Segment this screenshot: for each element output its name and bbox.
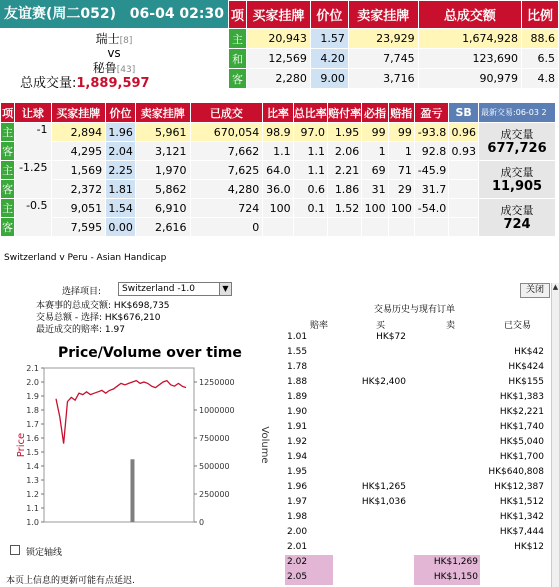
history-odds: 1.95 bbox=[287, 467, 308, 477]
history-matched: HK$424 bbox=[508, 362, 544, 372]
history-matched: HK$1,342 bbox=[499, 512, 544, 522]
sb-header: SB bbox=[449, 103, 479, 123]
history-row bbox=[282, 465, 548, 480]
history-matched: HK$12 bbox=[514, 542, 544, 552]
stat-row: 交易总额 - 选择: HK$676,210 bbox=[36, 313, 161, 323]
volume-cell: 成交量 11,905 bbox=[479, 161, 556, 199]
history-odds: 1.01 bbox=[287, 332, 308, 342]
col-ratio: 比例 bbox=[522, 1, 559, 29]
history-odds: 1.88 bbox=[287, 377, 308, 387]
history-row bbox=[282, 420, 548, 435]
history-list bbox=[282, 330, 548, 585]
market-caption: Switzerland v Peru - Asian Handicap bbox=[4, 253, 167, 263]
y-tick-label: 1.9 bbox=[26, 392, 39, 401]
handicap-row: 主 -0.5 9,051 1.54 6,910 724 100 0.1 1.52 100 100 -54.0 成交量 724 bbox=[1, 199, 556, 218]
scrollbar[interactable] bbox=[551, 283, 559, 587]
y-tick-label: 1.5 bbox=[26, 448, 39, 457]
col-item: 项 bbox=[229, 1, 247, 29]
away-team: 秘鲁 bbox=[92, 61, 117, 75]
y-tick-label: 1.7 bbox=[26, 420, 39, 429]
y-tick-label: 1.1 bbox=[26, 504, 39, 513]
history-odds: 1.91 bbox=[287, 422, 308, 432]
chevron-down-icon[interactable]: ▼ bbox=[219, 283, 231, 295]
history-odds: 2.00 bbox=[287, 527, 308, 537]
history-matched: HK$1,700 bbox=[499, 452, 544, 462]
home-rank: [8] bbox=[119, 36, 133, 46]
history-buy: HK$1,036 bbox=[361, 497, 406, 507]
history-odds: 1.97 bbox=[287, 497, 308, 507]
col-sell: 卖家挂牌 bbox=[348, 1, 418, 29]
match-header bbox=[0, 0, 228, 28]
vs-label: vs bbox=[107, 46, 121, 60]
history-matched: HK$7,444 bbox=[499, 527, 544, 537]
history-row bbox=[282, 540, 548, 555]
history-matched: HK$5,040 bbox=[499, 437, 544, 447]
latest-trade: 最新交易:06-03 2 bbox=[479, 103, 556, 123]
y2-tick-label: 750000 bbox=[199, 434, 230, 443]
history-odds: 1.94 bbox=[287, 452, 308, 462]
total-volume-value: 1,889,597 bbox=[76, 76, 150, 91]
home-team: 瑞士 bbox=[95, 32, 120, 46]
footnote: 本页上信息的更新可能有点延迟. bbox=[6, 576, 135, 586]
history-odds: 1.89 bbox=[287, 392, 308, 402]
history-row bbox=[282, 450, 548, 465]
history-sell: HK$1,269 bbox=[414, 555, 480, 570]
history-row bbox=[282, 405, 548, 420]
stat-row: 本赛事的总成交额: HK$698,735 bbox=[36, 301, 170, 311]
y2-tick-label: 250000 bbox=[199, 490, 230, 499]
odds-row: 客 2,280 9.00 3,716 90,979 4.8 bbox=[229, 69, 559, 89]
y2-tick-label: 0 bbox=[199, 518, 205, 527]
handicap-row: 客 4,295 2.04 3,121 7,662 1.1 1.1 2.06 1 1 92.8 0.93 bbox=[1, 142, 556, 161]
handicap-row: 客 7,595 0.00 2,616 0 bbox=[1, 218, 556, 237]
history-title: 交易历史与现有订单 bbox=[374, 305, 456, 315]
history-matched: HK$12,387 bbox=[494, 482, 544, 492]
market-select[interactable] bbox=[118, 282, 232, 296]
history-row bbox=[282, 510, 548, 525]
handicap-row: 主 -1 2,894 1.96 5,961 670,054 98.9 97.0 1.95 99 99 -93.8 0.96 成交量 677,726 bbox=[1, 123, 556, 142]
history-row bbox=[282, 390, 548, 405]
history-row bbox=[282, 555, 548, 570]
history-row bbox=[282, 345, 548, 360]
history-odds: 1.96 bbox=[287, 482, 308, 492]
history-buy: HK$1,265 bbox=[361, 482, 406, 492]
chart-title: Price/Volume over time bbox=[58, 345, 242, 361]
teams-block bbox=[0, 28, 228, 91]
plot-area bbox=[44, 368, 194, 522]
volume-cell: 成交量 724 bbox=[479, 199, 556, 237]
match-summary-panel bbox=[0, 0, 559, 91]
y-tick-label: 1.6 bbox=[26, 434, 39, 443]
y2-tick-label: 500000 bbox=[199, 462, 230, 471]
lock-axis-checkbox[interactable] bbox=[10, 545, 20, 555]
total-volume: 总成交量:1,889,597 bbox=[20, 76, 150, 91]
history-odds: 2.01 bbox=[287, 542, 308, 552]
y2-tick-label: 1000000 bbox=[199, 406, 235, 415]
y-tick-label: 1.4 bbox=[26, 462, 39, 471]
history-buy: HK$2,400 bbox=[361, 377, 406, 387]
y-tick-label: 1.2 bbox=[26, 490, 39, 499]
history-odds: 1.78 bbox=[287, 362, 308, 372]
history-matched: HK$1,740 bbox=[499, 422, 544, 432]
market-select-value: Switzerland -1.0 bbox=[122, 284, 195, 294]
handicap-header-row: 项 让球 买家挂牌 价位 卖家挂牌 已成交 比率 总比率 赔付率 必指 赔指 盈亏 SB 最新交易:06-03 2 bbox=[1, 103, 556, 123]
history-buy: HK$72 bbox=[376, 332, 406, 342]
away-rank: [43] bbox=[116, 65, 136, 75]
volume-bar bbox=[130, 459, 134, 522]
col-buy: 买家挂牌 bbox=[247, 1, 311, 29]
match-title: 友谊赛(周二052) bbox=[4, 6, 117, 22]
history-row bbox=[282, 435, 548, 450]
scroll-up-icon[interactable]: ▲ bbox=[552, 283, 559, 291]
history-row bbox=[282, 360, 548, 375]
history-matched: HK$2,221 bbox=[499, 407, 544, 417]
history-row bbox=[282, 525, 548, 540]
lock-axis-label: 锁定轴线 bbox=[26, 548, 63, 558]
y-tick-label: 2.0 bbox=[26, 378, 39, 387]
history-matched: HK$155 bbox=[508, 377, 544, 387]
stat-row: 最近成交的赔率: 1.97 bbox=[36, 325, 125, 335]
handicap-row: 客 2,372 1.81 5,862 4,280 36.0 0.6 1.86 31 29 31.7 bbox=[1, 180, 556, 199]
y-tick-label: 1.8 bbox=[26, 406, 39, 415]
history-odds: 1.92 bbox=[287, 437, 308, 447]
handicap-table bbox=[0, 102, 556, 237]
history-odds: 2.02 bbox=[285, 555, 333, 570]
history-row bbox=[282, 330, 548, 345]
col-price: 价位 bbox=[310, 1, 348, 29]
history-odds: 1.55 bbox=[287, 347, 308, 357]
history-odds: 2.05 bbox=[285, 570, 333, 585]
history-odds: 1.98 bbox=[287, 512, 308, 522]
y2-tick-label: 1250000 bbox=[199, 378, 235, 387]
handicap-row: 主 -1.25 1,569 2.25 1,970 7,625 64.0 1.1 2.21 69 71 -45.9 成交量 11,905 bbox=[1, 161, 556, 180]
odds-row: 和 12,569 4.20 7,745 123,690 6.5 bbox=[229, 49, 559, 69]
history-odds: 1.90 bbox=[287, 407, 308, 417]
history-matched: HK$42 bbox=[514, 347, 544, 357]
odds-table bbox=[228, 0, 559, 89]
price-volume-chart bbox=[0, 360, 275, 535]
history-row bbox=[282, 480, 548, 495]
y2-axis-label: Volume bbox=[259, 426, 270, 464]
match-datetime: 06-04 02:30 bbox=[129, 6, 224, 22]
history-matched: HK$640,808 bbox=[488, 467, 544, 477]
close-button[interactable]: 关闭 bbox=[520, 283, 550, 298]
history-matched: HK$1,512 bbox=[499, 497, 544, 507]
col-total: 总成交额 bbox=[418, 1, 521, 29]
y-tick-label: 2.1 bbox=[26, 364, 39, 373]
odds-row: 主 20,943 1.57 23,929 1,674,928 88.6 bbox=[229, 29, 559, 49]
history-row bbox=[282, 495, 548, 510]
history-row bbox=[282, 570, 548, 585]
y-tick-label: 1.3 bbox=[26, 476, 39, 485]
volume-cell: 成交量 677,726 bbox=[479, 123, 556, 161]
history-sell: HK$1,150 bbox=[414, 570, 480, 585]
history-row bbox=[282, 375, 548, 390]
y-tick-label: 1.0 bbox=[26, 518, 39, 527]
market-stats bbox=[36, 300, 170, 336]
history-matched: HK$1,383 bbox=[499, 392, 544, 402]
select-label: 选择项目: bbox=[62, 287, 102, 297]
y-axis-label: Price bbox=[16, 432, 27, 458]
